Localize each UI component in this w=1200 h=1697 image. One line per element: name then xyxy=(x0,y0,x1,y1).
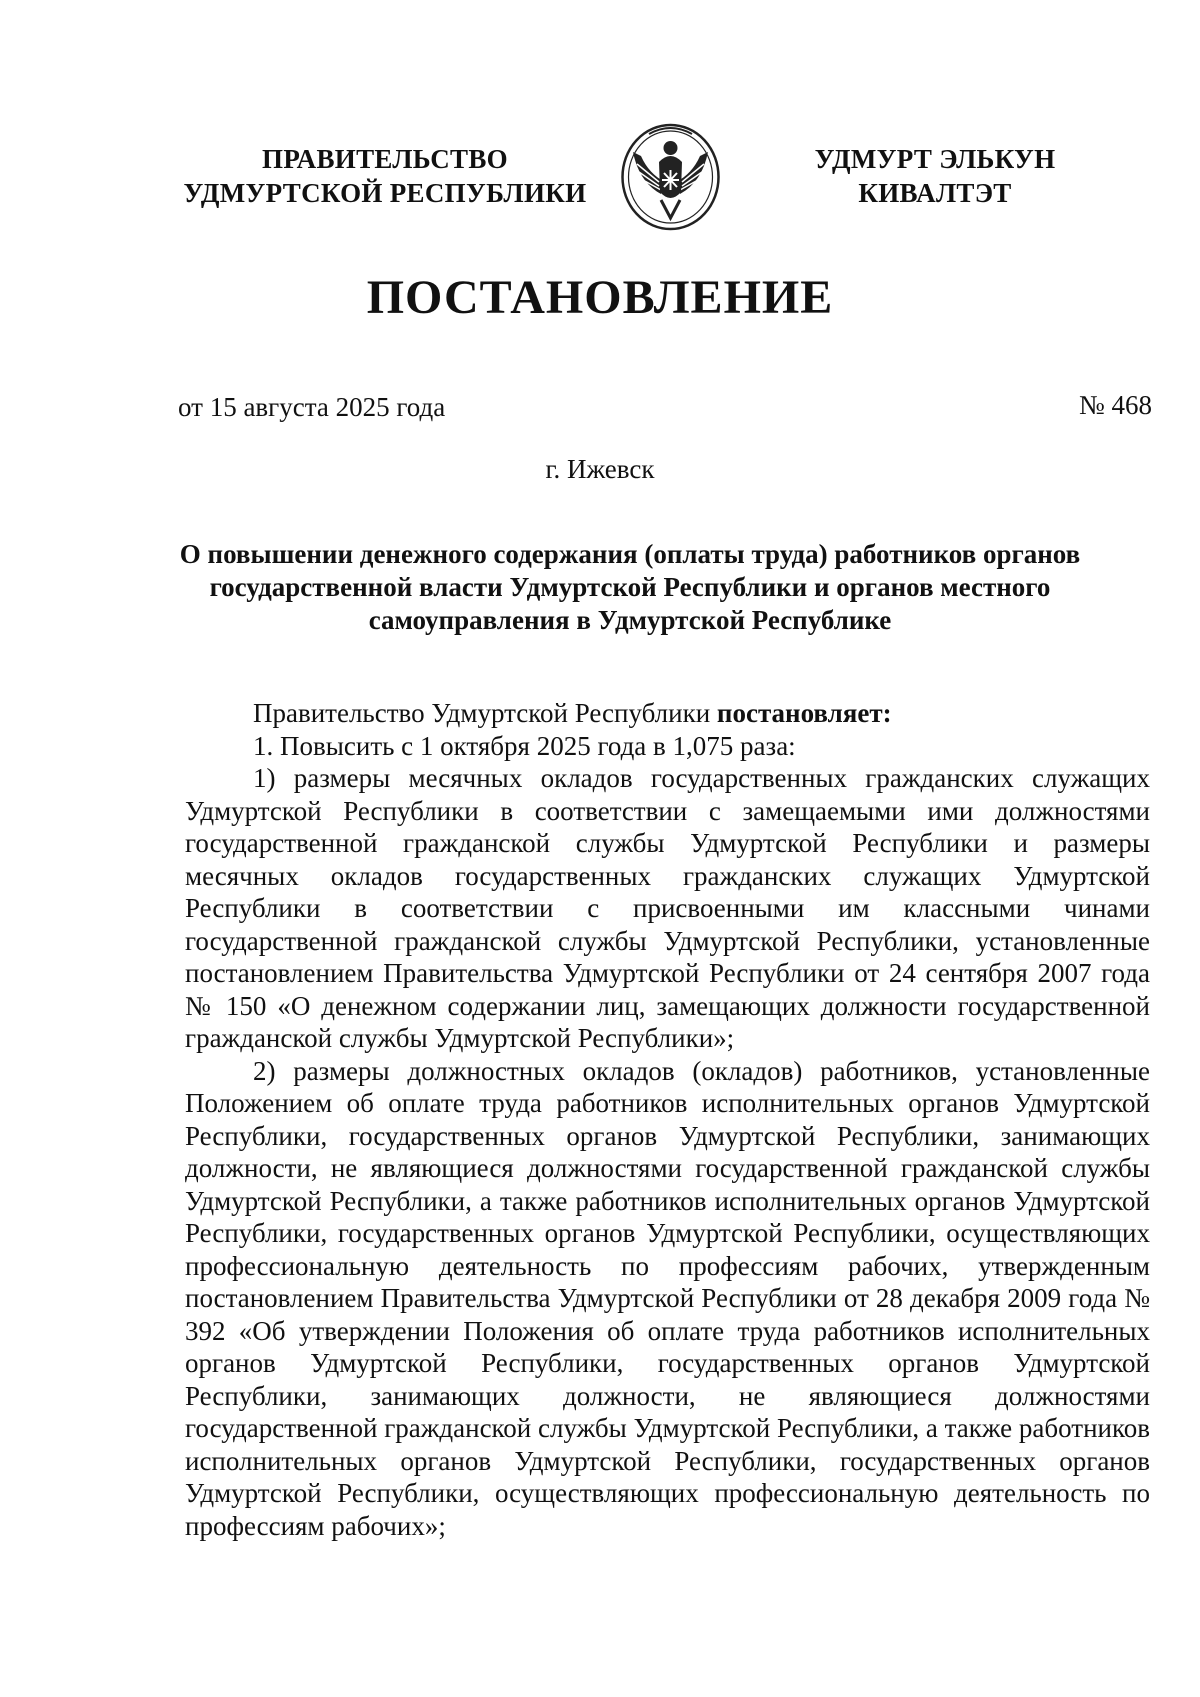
org-name-udmurt-line2: КИВАЛТЭТ xyxy=(858,178,1012,208)
document-date: от 15 августа 2025 года xyxy=(178,392,446,422)
intro-paragraph xyxy=(185,697,1150,730)
item-1-2-paragraph: 2) размеры должностных окладов (окладов) работников, установленные Положением об оплате труда работников исполнительных органов Удмуртской Республики, государственных органов Удмуртской Республики, занимающих должности, не являющиеся должностями государственной гражданской службы Удмуртской Республики, а также работников исполнительных органов Удмуртской Республики, государственных органов Удмуртской Республики, осуществляющих профессиональную деятельность по профессиям рабочих, утвержденным постановлением Правительства Удмуртской Республики от 28 декабря 2009 года № 392 «Об утверждении Положения об оплате труда работников исполнительных органов Удмуртской Республики, государственных органов Удмуртской Республики, занимающих должности, не являющиеся должностями государственной гражданской службы Удмуртской Республики, а также работников исполнительных органов Удмуртской Республики, государственных органов Удмуртской Республики, осуществляющих профессиональную деятельность по профессиям рабочих»; xyxy=(185,1055,1150,1541)
item-1-1-paragraph: 1) размеры месячных окладов государственных гражданских служащих Удмуртской Республики в соответствии с замещаемыми ими должностями государственной гражданской службы Удмуртской Республики и размеры месячных окладов государственных гражданских служащих Удмуртской Республики в соответствии с присвоенными им классными чинами государственной гражданской службы Удмуртской Республики, установленные постановлением Правительства Удмуртской Республики от 24 сентября 2007 года № 150 «О денежном содержании лиц, замещающих должности государственной гражданской службы Удмуртской Республики»; xyxy=(185,763,1150,1053)
org-name-udmurt-line1: УДМУРТ ЭЛЬКУН xyxy=(814,144,1056,174)
document-number: № 468 xyxy=(1078,390,1152,420)
document-title-line1: О повышении денежного содержания (оплаты труда) работников органов xyxy=(179,539,1081,569)
item-1-paragraph: 1. Повысить с 1 октября 2025 года в 1,075 раза: xyxy=(253,730,796,761)
org-name-russian xyxy=(160,142,610,210)
document-body xyxy=(185,697,1150,1542)
org-name-udmurt xyxy=(800,142,1070,210)
coat-of-arms-icon xyxy=(619,122,722,232)
org-name-russian-line2: УДМУРТСКОЙ РЕСПУБЛИКИ xyxy=(183,178,587,208)
org-name-russian-line1: ПРАВИТЕЛЬСТВО xyxy=(262,144,508,174)
document-city: г. Ижевск xyxy=(545,454,655,484)
document-title-line2: государственной власти Удмуртской Республики и органов местного xyxy=(209,572,1051,602)
intro-text: Правительство Удмуртской Республики xyxy=(253,698,717,728)
document-title-line3: самоуправления в Удмуртской Республике xyxy=(368,605,892,635)
intro-bold-verb: постановляет: xyxy=(716,698,892,728)
document-type-heading: ПОСТАНОВЛЕНИЕ xyxy=(366,271,834,324)
document-title xyxy=(150,538,1110,637)
